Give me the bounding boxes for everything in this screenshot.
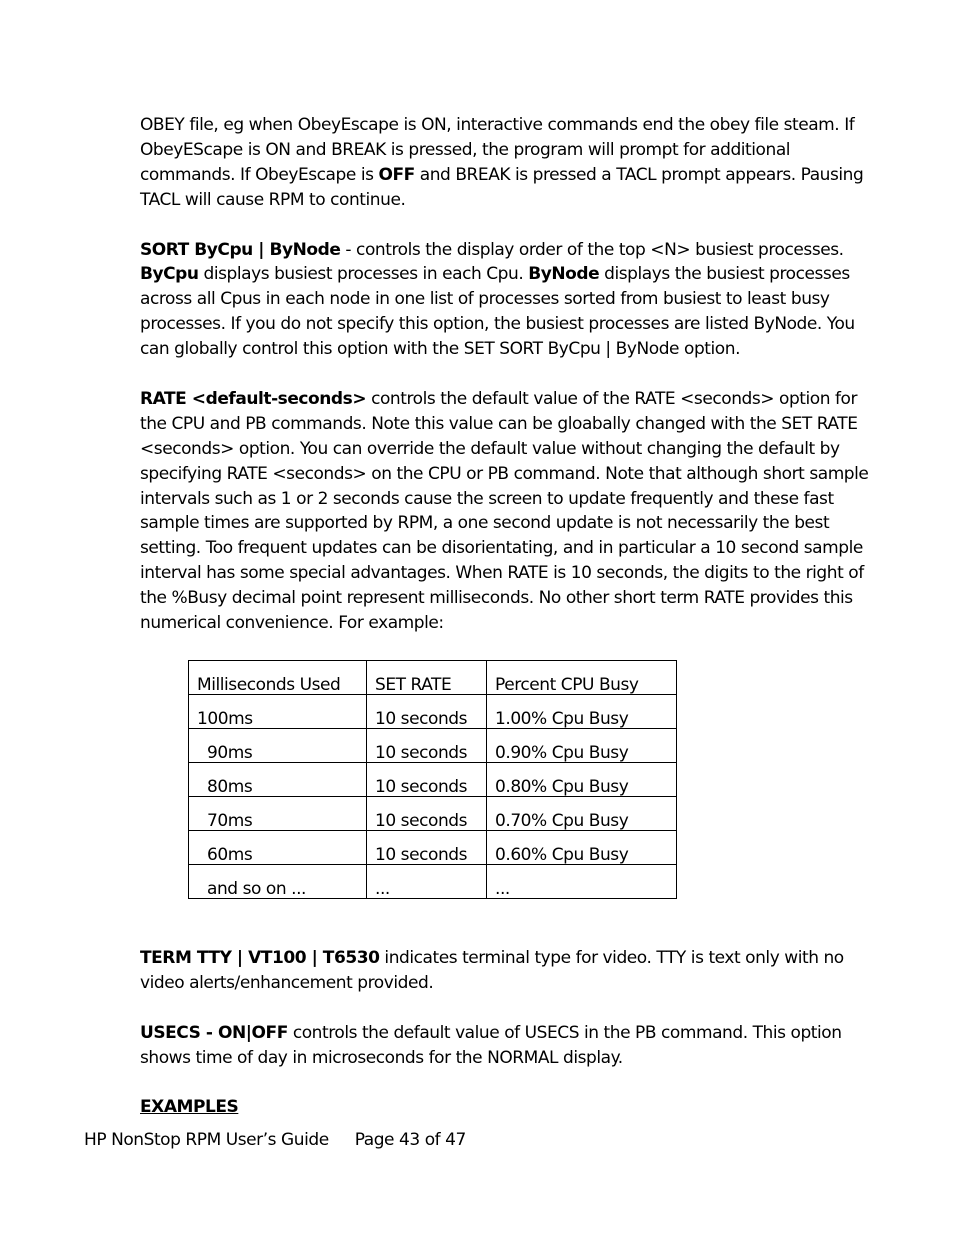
- table-cell: 90ms: [189, 729, 367, 763]
- term-paragraph: [140, 946, 880, 996]
- term-text: indicates terminal type for video. TTY is text only with no video alerts/enhancement provided.: [140, 948, 844, 993]
- footer-page-number: Page 43 of 47: [354, 1130, 466, 1150]
- rate-paragraph: [140, 387, 880, 636]
- usecs-option-title: USECS - ON|OFF: [140, 1022, 288, 1043]
- obey-bold-off: OFF: [378, 164, 415, 185]
- sort-bynode-term: ByNode: [528, 264, 600, 285]
- term-option-title: TERM TTY | VT100 | T6530: [140, 948, 380, 968]
- table-cell: 10 seconds: [367, 695, 487, 729]
- table-cell: ...: [487, 865, 677, 899]
- table-row: [189, 865, 677, 899]
- milliseconds-table: [188, 660, 677, 899]
- obey-paragraph: [140, 113, 880, 213]
- sort-text-1: - controls the display order of the top <N> busiest processes.: [340, 239, 844, 260]
- document-body-continued: [140, 946, 880, 1145]
- table-cell: 60ms: [189, 831, 367, 865]
- sort-bycpu-term: ByCpu: [140, 264, 199, 285]
- table-header-cell: Percent CPU Busy: [487, 661, 677, 695]
- footer-title: HP NonStop RPM User’s Guide: [84, 1130, 329, 1150]
- examples-heading: EXAMPLES: [140, 1097, 239, 1118]
- table-cell: ...: [367, 865, 487, 899]
- examples-heading-line: [140, 1095, 880, 1120]
- page-footer: [84, 1130, 466, 1150]
- obey-text-2: and BREAK is pressed a TACL prompt appears. Pausing TACL will cause RPM to continue.: [140, 164, 864, 210]
- table-row: [189, 831, 677, 865]
- table-cell: 70ms: [189, 797, 367, 831]
- usecs-text: controls the default value of USECS in the PB command. This option shows time of day in microseconds for the NORMAL display.: [140, 1022, 842, 1068]
- table-row: [189, 695, 677, 729]
- table-cell: 10 seconds: [367, 831, 487, 865]
- table-row: [189, 729, 677, 763]
- table-cell: 10 seconds: [367, 763, 487, 797]
- table-header-cell: Milliseconds Used: [189, 661, 367, 695]
- rate-option-title: RATE <default-seconds>: [140, 388, 367, 409]
- table-cell: 100ms: [189, 695, 367, 729]
- sort-option-title: SORT ByCpu | ByNode: [140, 239, 341, 260]
- table-cell: 10 seconds: [367, 729, 487, 763]
- sort-text-2: displays busiest processes in each Cpu.: [198, 264, 529, 285]
- table-cell: 0.80% Cpu Busy: [487, 763, 677, 797]
- table-cell: 0.70% Cpu Busy: [487, 797, 677, 831]
- rate-text: controls the default value of the RATE <seconds> option for the CPU and PB commands. Note this value can be gloabally changed with the SET RATE <seconds> option. You can override the default value without changing the default by specifying RATE <seconds> on the CPU or PB command. Note that although short sample intervals such as 1 or 2 seconds cause the screen to update frequently and these fast sample times are supported by RPM, a one second update is not necessarily the best setting. Too frequent updates can be disorientating, and in particular a 10 second sample interval has some special advantages. When RATE is 10 seconds, the digits to the right of the %Busy decimal point represent milliseconds. No other short term RATE provides this numerical convenience. For example:: [140, 388, 869, 634]
- sort-paragraph: [140, 238, 880, 363]
- table-cell: 10 seconds: [367, 797, 487, 831]
- table-header-cell: SET RATE: [367, 661, 487, 695]
- obey-text-1: OBEY file, eg when ObeyEscape is ON, interactive commands end the obey file steam. If ObeyEScape is ON and BREAK is pressed, the program will prompt for additional commands. If ObeyEscape is: [140, 115, 855, 185]
- table-cell: 0.60% Cpu Busy: [487, 831, 677, 865]
- document-body: [140, 113, 880, 661]
- table-header-row: [189, 661, 677, 695]
- table-row: [189, 763, 677, 797]
- table-cell: 0.90% Cpu Busy: [487, 729, 677, 763]
- table-cell: and so on ...: [189, 865, 367, 899]
- table-row: [189, 797, 677, 831]
- table-cell: 80ms: [189, 763, 367, 797]
- usecs-paragraph: [140, 1021, 880, 1071]
- sort-text-3: displays the busiest processes across all Cpus in each node in one list of processes sorted from busiest to least busy processes. If you do not specify this option, the busiest processes are listed ByNode. You can globally control this option with the SET SORT ByCpu | ByNode option.: [140, 264, 855, 360]
- table-cell: 1.00% Cpu Busy: [487, 695, 677, 729]
